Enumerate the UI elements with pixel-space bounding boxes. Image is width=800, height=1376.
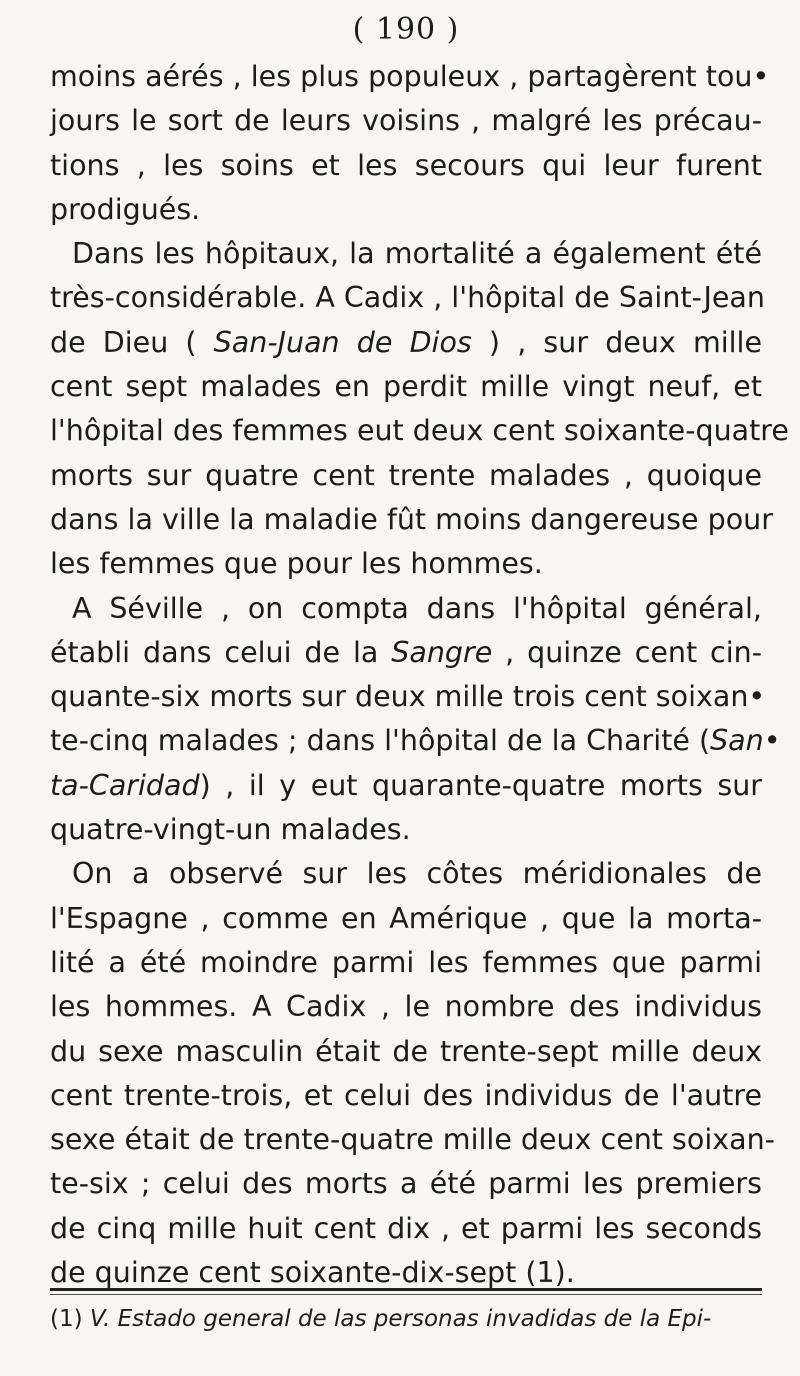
text-line	[50, 587, 762, 631]
line-text: ) , sur deux mille	[471, 325, 762, 359]
italic-text: ta-Caridad	[50, 768, 200, 802]
text-line	[50, 188, 762, 232]
text-line	[50, 365, 762, 409]
line-text: dans la ville la maladie fût moins dangereuse pour	[50, 502, 773, 536]
line-text: Dans les hôpitaux, la mortalité a également été	[72, 237, 762, 271]
italic-text: Sangre	[391, 635, 493, 669]
text-line	[50, 542, 762, 586]
line-text: te-six ; celui des morts a été parmi les premiers	[50, 1167, 762, 1201]
text-line	[50, 409, 789, 453]
line-text: quatre-vingt-un malades.	[50, 813, 411, 847]
text-line	[50, 897, 762, 941]
text-line	[50, 232, 762, 276]
text-line	[50, 1162, 762, 1206]
line-text: sexe était de trente-quatre mille deux cent soixan-	[50, 1123, 775, 1157]
text-line	[50, 719, 781, 763]
text-line	[50, 321, 762, 365]
line-text: cent sept malades en perdit mille vingt neuf, et	[50, 370, 762, 404]
line-text: moins aérés , les plus populeux , partagèrent tou•	[50, 60, 770, 93]
body-text	[50, 55, 789, 1295]
line-text: lité a été moindre parmi les femmes que parmi	[50, 945, 762, 979]
line-text: jours le sort de leurs voisins , malgré les précau-	[50, 104, 762, 138]
line-text: de quinze cent soixante-dix-sept (1).	[50, 1256, 575, 1290]
line-text: quante-six morts sur deux mille trois cent soixan•	[50, 680, 766, 714]
text-line	[50, 55, 770, 99]
text-line	[50, 985, 762, 1029]
line-text: de Dieu (	[50, 325, 214, 359]
text-line	[50, 675, 766, 719]
line-text: On a observé sur les côtes méridionales de	[72, 857, 762, 891]
text-line	[50, 764, 762, 808]
line-text: , quinze cent cin-	[492, 635, 762, 669]
line-text: les femmes que pour les hommes.	[50, 547, 543, 581]
footnote-rule	[50, 1288, 762, 1291]
text-line	[50, 99, 762, 143]
line-text: te-cinq malades ; dans l'hôpital de la Charité (	[50, 724, 711, 758]
footnote	[50, 1302, 762, 1336]
text-line	[50, 144, 762, 188]
italic-text: San-Juan de Dios	[213, 325, 472, 359]
line-text: prodigués.	[50, 192, 201, 226]
text-line	[50, 1207, 762, 1251]
line-text: l'Espagne , comme en Amérique , que la morta-	[50, 901, 762, 935]
line-text: ) , il y eut quarante-quatre morts sur	[199, 768, 762, 802]
line-text: morts sur quatre cent trente malades , quoique	[50, 458, 762, 492]
text-line	[50, 1118, 775, 1162]
text-line	[50, 1074, 762, 1118]
footnote-marker: (1)	[50, 1306, 90, 1332]
text-line	[50, 941, 762, 985]
line-text: les hommes. A Cadix , le nombre des individus	[50, 990, 762, 1024]
text-line	[50, 852, 762, 896]
text-line	[50, 808, 762, 852]
page-number: ( 190 )	[352, 12, 460, 47]
footnote-abbr: V.	[89, 1306, 111, 1332]
book-page	[50, 0, 789, 1376]
line-text: A Séville , on compta dans l'hôpital général,	[72, 591, 762, 625]
line-text: très-considérable. A Cadix , l'hôpital de Saint-Jean	[50, 281, 765, 315]
line-text: cent trente-trois, et celui des individus de l'autre	[50, 1078, 762, 1112]
text-line	[50, 631, 762, 675]
line-text: du sexe masculin était de trente-sept mille deux	[50, 1034, 762, 1068]
line-text: établi dans celui de la	[50, 635, 392, 669]
text-line	[50, 1030, 762, 1074]
italic-text: San•	[710, 724, 781, 758]
line-text: l'hôpital des femmes eut deux cent soixante-quatre	[50, 414, 789, 448]
text-line	[50, 498, 773, 542]
footnote-text: Estado general de las personas invadidas de la Epi-	[110, 1306, 712, 1332]
line-text: tions , les soins et les secours qui leur furent	[50, 148, 762, 182]
text-line	[50, 454, 762, 498]
line-text: de cinq mille huit cent dix , et parmi les seconds	[50, 1211, 762, 1245]
text-line	[50, 276, 765, 320]
